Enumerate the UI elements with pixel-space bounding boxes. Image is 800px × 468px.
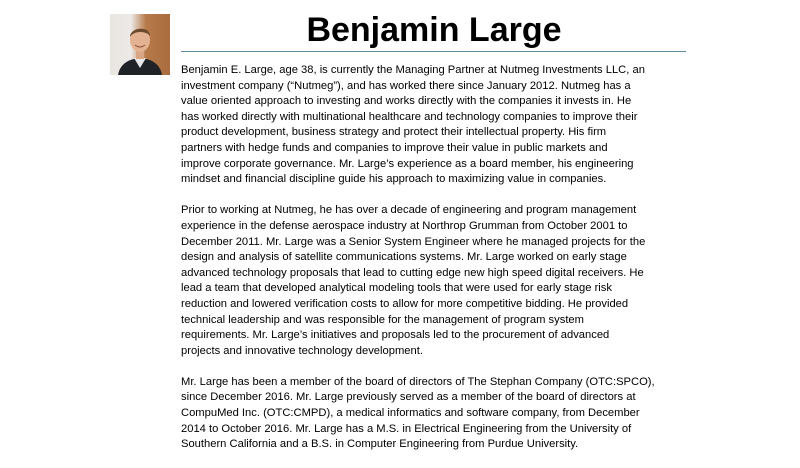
bio-paragraph-2: Prior to working at Nutmeg, he has over a decade of engineering and program management experience in the defense aerospace industry at Northrop Grumman from October 2001 to December 2011. Mr. Large was a Senior System Engineer where he managed projects for the design and analysis of satellite communications systems. Mr. Large worked on early stage advanced technology proposals that lead to cutting edge new high speed digital receivers. He lead a team that developed analytical modeling tools that were used for early stage risk reduction and lowered verification costs to allow for more competitive bidding. He provided technical leadership and was responsible for the management of program system requirements. Mr. Large’s initiatives and proposals led to the procurement of advanced projects and innovative technology development.: [181, 204, 646, 357]
bio-paragraph-1: Benjamin E. Large, age 38, is currently the Managing Partner at Nutmeg Investments LLC, an investment company (“Nutmeg”), and has worked there since January 2012. Nutmeg has a value oriented approach to investing and works directly with the companies it invests in. He has worked directly with multinational healthcare and technology companies to improve their product development, business strategy and protect their intellectual property. His firm partners with hedge funds and companies to improve their value in public markets and improve corporate governance. Mr. Large’s experience as a board member, his engineering mindset and financial discipline guide his approach to maximizing value in companies.: [181, 64, 645, 186]
bio-paragraph-3: Mr. Large has been a member of the board of directors of The Stephan Company (OTC:SPCO), since December 2016. Mr. Large previously served as a member of the board of directors at CompuMed Inc. (OTC:CMPD), a medical informatics and software company, from December 2014 to October 2016. Mr. Large has a M.S. in Electrical Engineering from the University of Southern California and a B.S. in Computer Engineering from Purdue University.: [181, 375, 655, 451]
title-divider: [181, 51, 686, 52]
bio-text: [181, 63, 661, 468]
portrait-photo: [110, 14, 170, 75]
portrait-icon: [110, 14, 170, 75]
page-title: Benjamin Large: [306, 11, 562, 49]
